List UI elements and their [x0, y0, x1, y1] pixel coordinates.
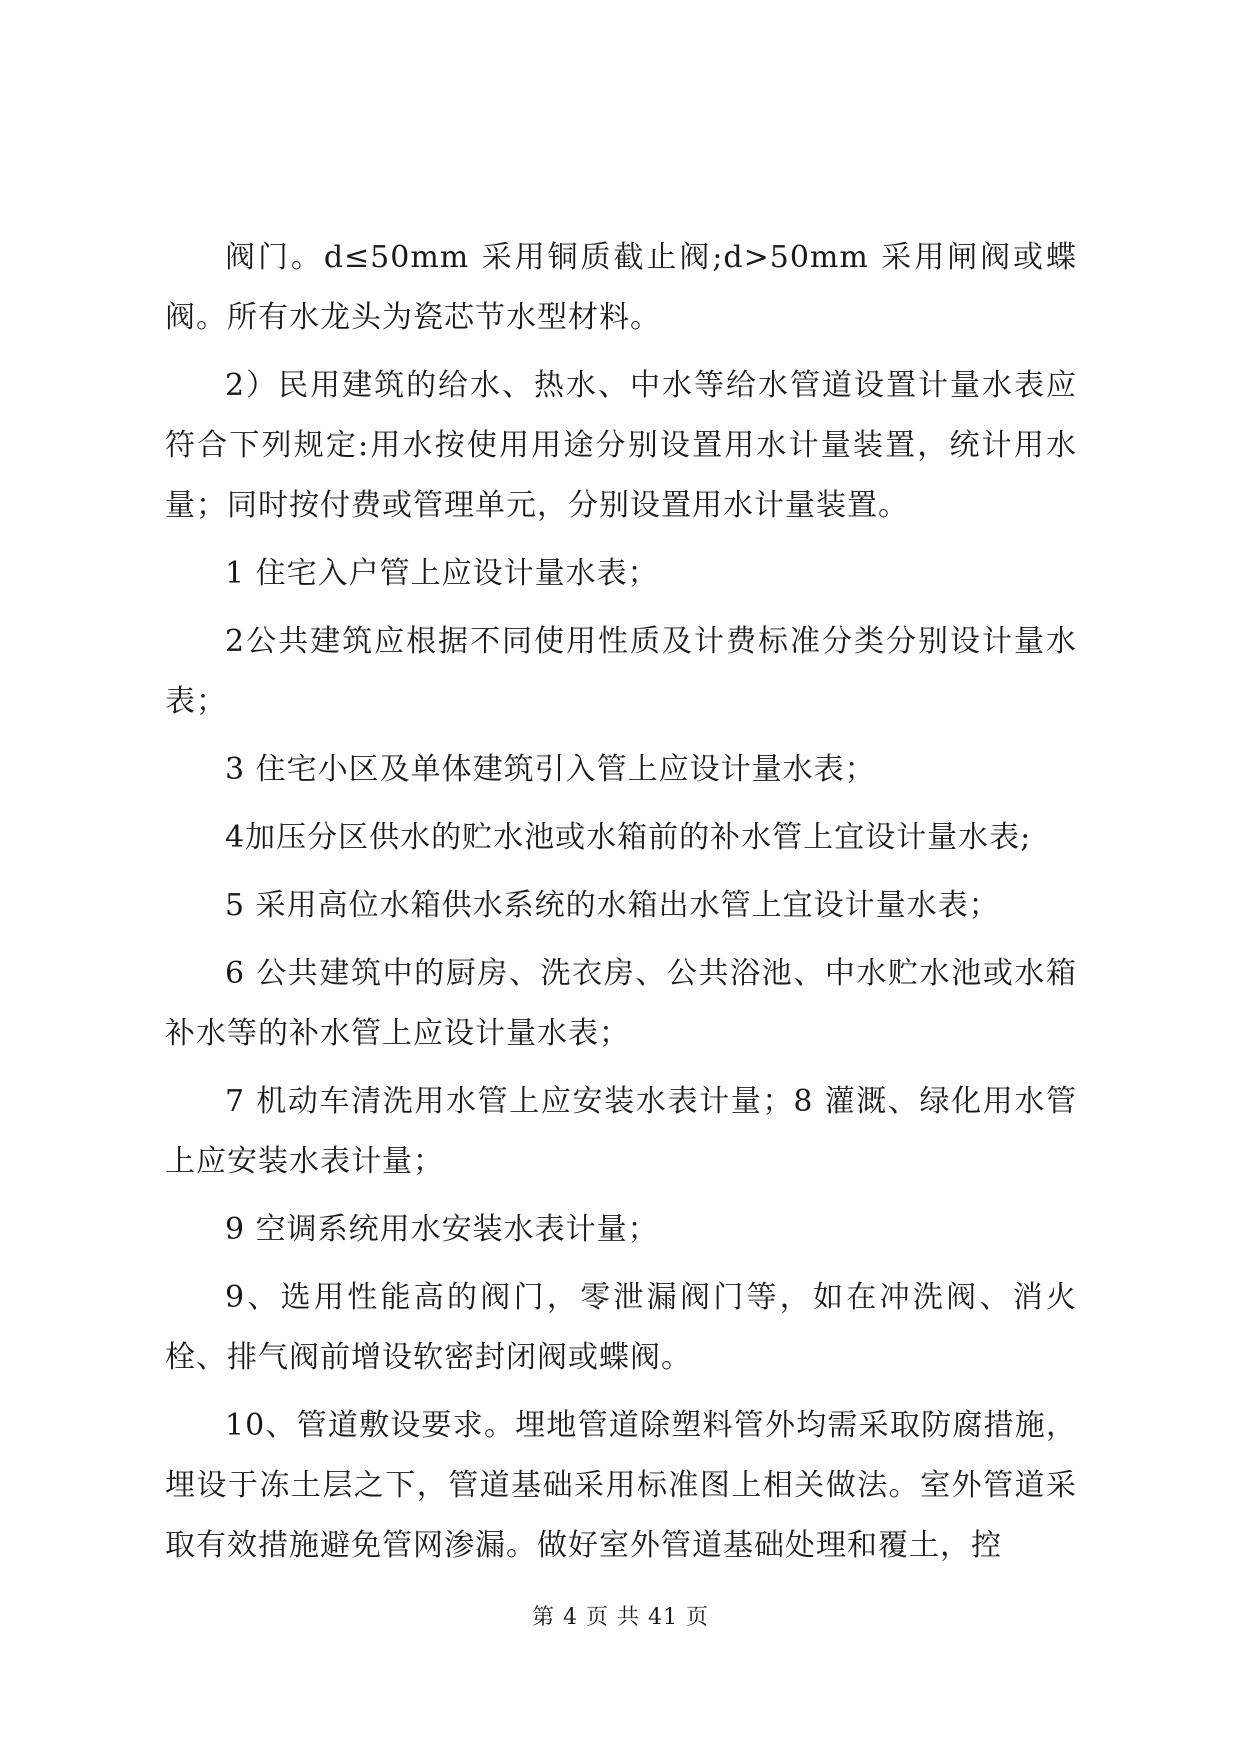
list-item-2: 2公共建筑应根据不同使用性质及计费标准分类分别设计量水表； — [165, 624, 1077, 719]
list-item-4: 4加压分区供水的贮水池或水箱前的补水管上宜设计量水表; — [225, 820, 1032, 855]
page-number-footer: 第 4 页 共 41 页 — [532, 1605, 709, 1630]
list-item-3: 3 住宅小区及单体建筑引入管上应设计量水表； — [225, 752, 876, 787]
list-item-9: 9 空调系统用水安装水表计量； — [225, 1212, 659, 1247]
list-item-7-8: 7 机动车清洗用水管上应安装水表计量；8 灌溉、绿化用水管上应安装水表计量； — [165, 1084, 1077, 1179]
paragraph-pipe-laying: 10、管道敷设要求。埋地管道除塑料管外均需采取防腐措施，埋设于冻土层之下，管道基础采用标准图上相关做法。室外管道采取有效措施避免管网渗漏。做好室外管道基础处理和覆土，控 — [165, 1408, 1077, 1563]
document-body — [165, 228, 1077, 1584]
paragraph-valve-selection: 9、选用性能高的阀门，零泄漏阀门等，如在冲洗阀、消火栓、排气阀前增设软密封闭阀或蝶阀。 — [165, 1280, 1077, 1375]
list-item-1: 1 住宅入户管上应设计量水表； — [225, 556, 659, 591]
paragraph-valves: 阀门。d≤50mm 采用铜质截止阀;d>50mm 采用闸阀或蝶阀。所有水龙头为瓷芯节水型材料。 — [165, 240, 1077, 335]
list-item-5: 5 采用高位水箱供水系统的水箱出水管上宜设计量水表； — [225, 888, 1000, 923]
paragraph-meter-rules: 2）民用建筑的给水、热水、中水等给水管道设置计量水表应符合下列规定:用水按使用用途分别设置用水计量装置，统计用水量；同时按付费或管理单元，分别设置用水计量装置。 — [165, 368, 1077, 523]
list-item-6: 6 公共建筑中的厨房、洗衣房、公共浴池、中水贮水池或水箱补水等的补水管上应设计量水表； — [165, 956, 1077, 1051]
